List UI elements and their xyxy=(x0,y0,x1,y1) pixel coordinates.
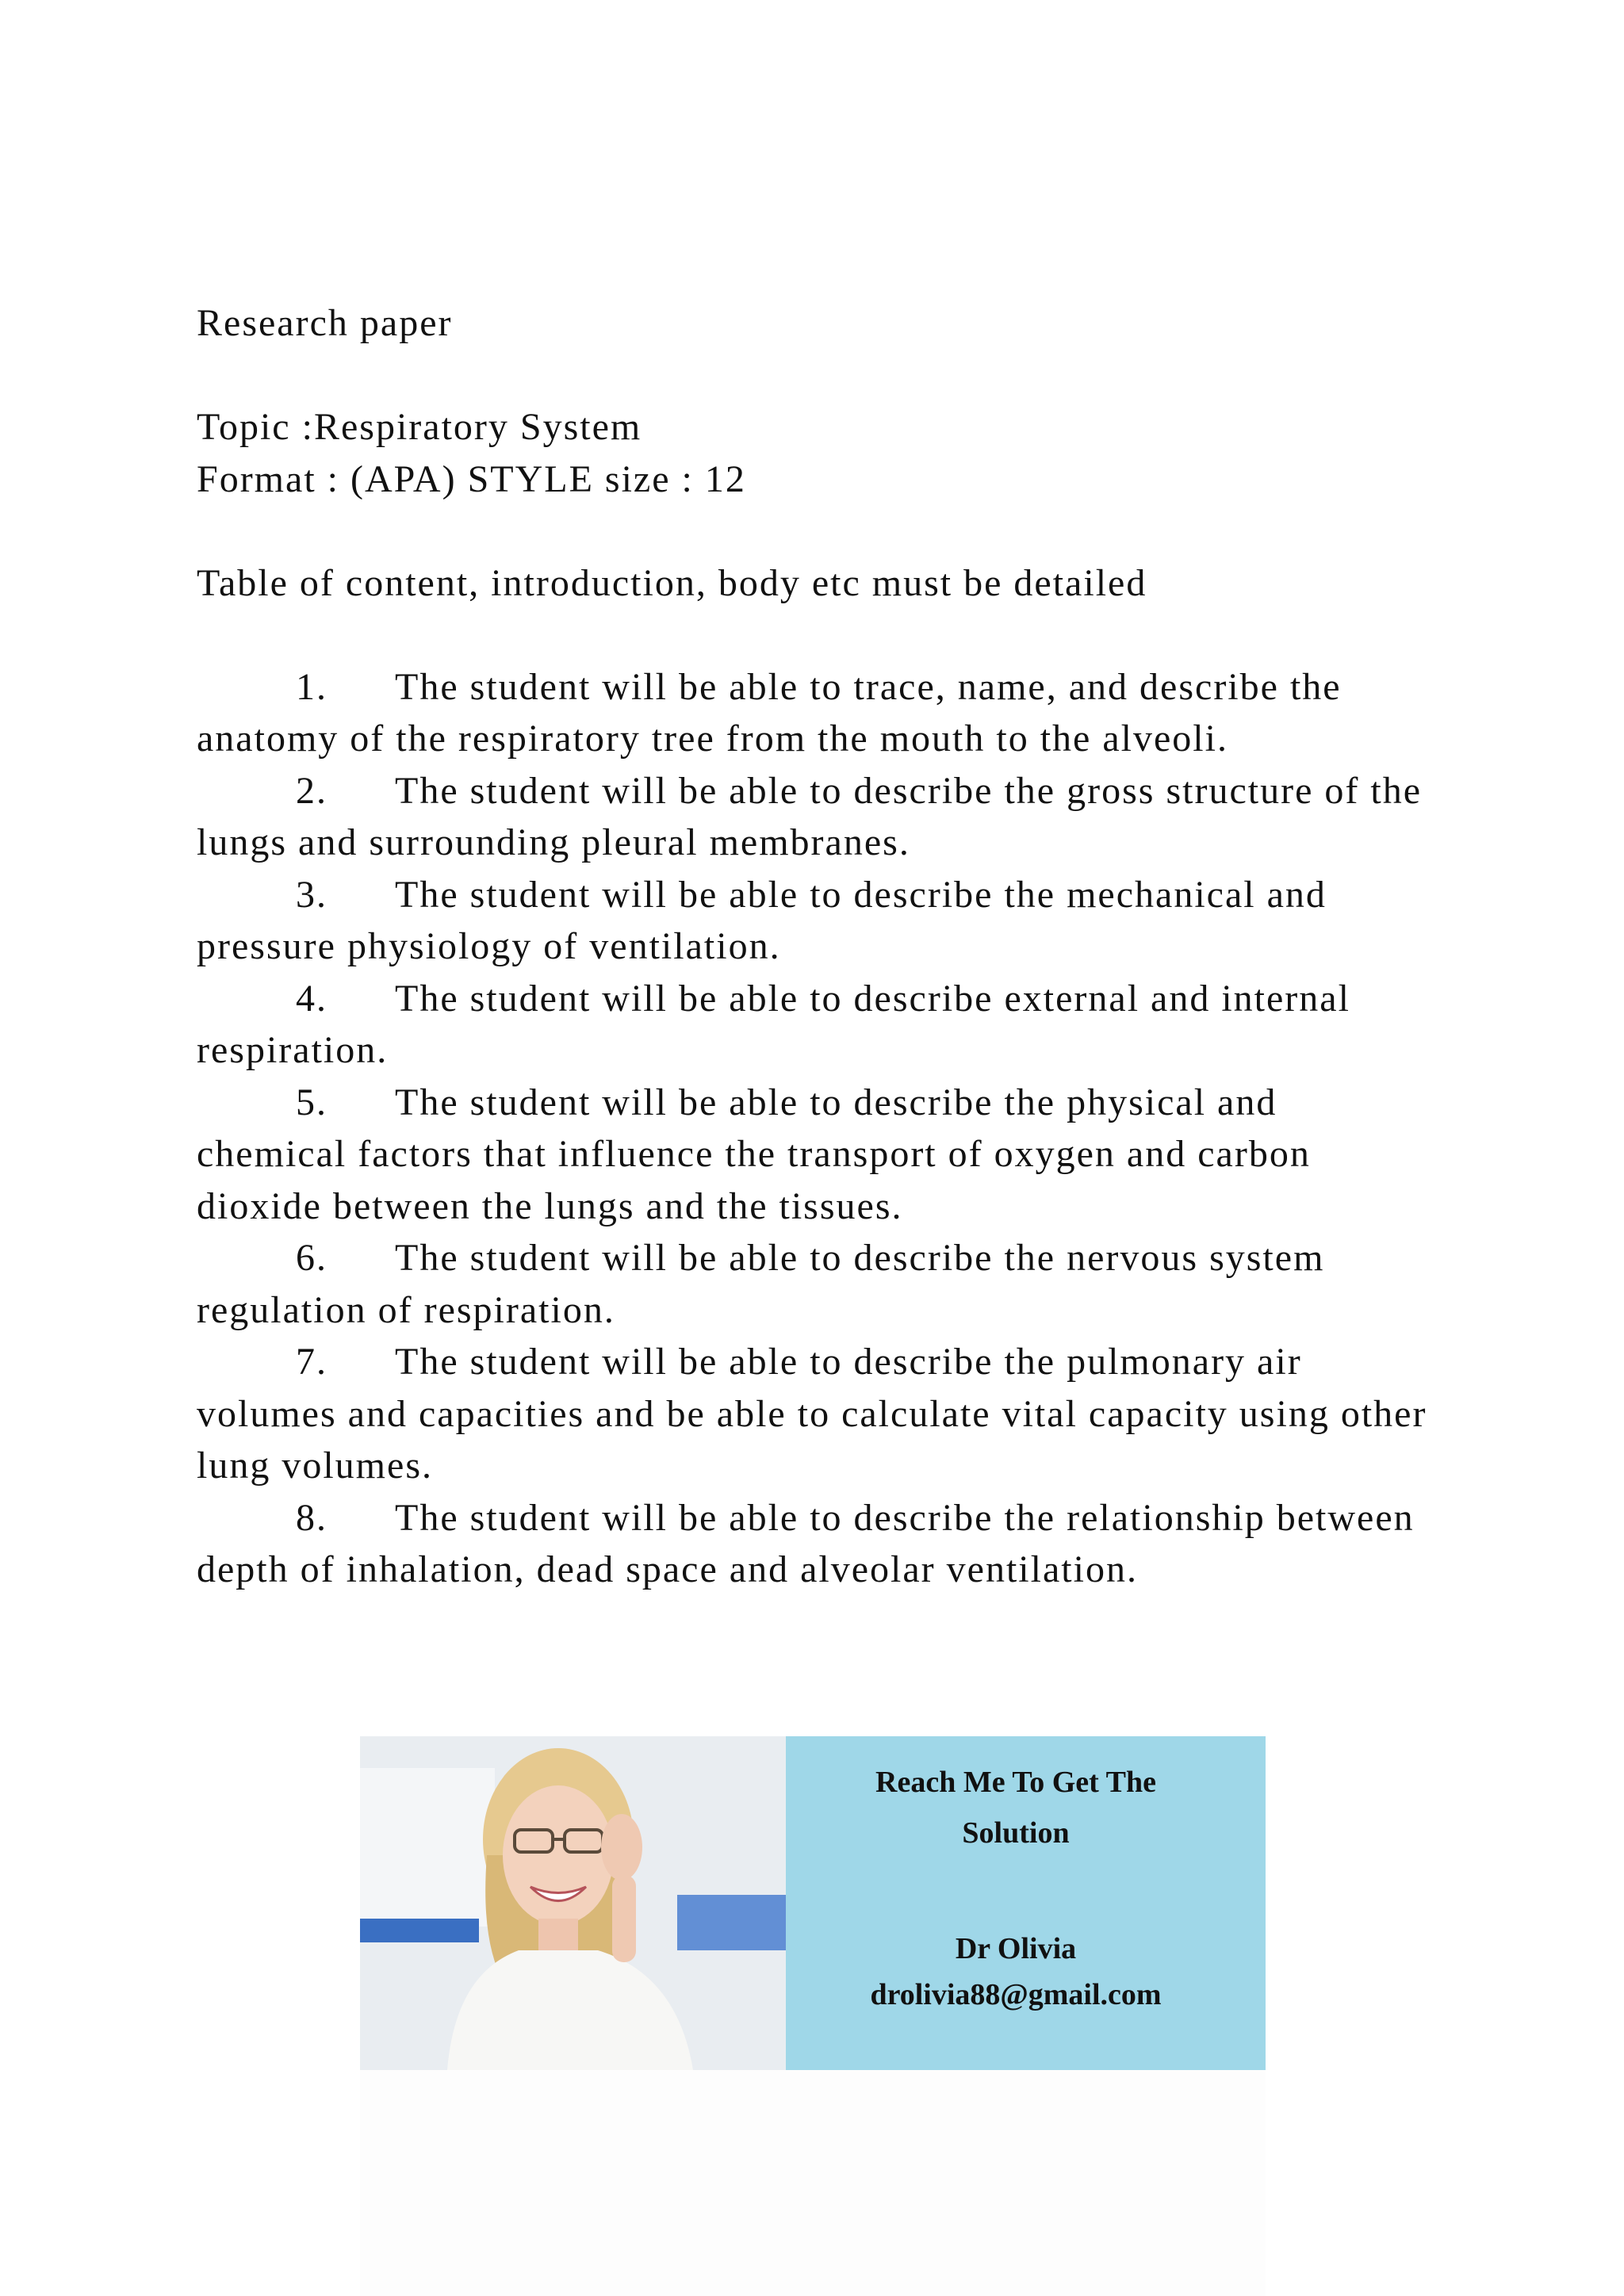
objective-item xyxy=(197,1492,1434,1596)
objective-number: 7. xyxy=(296,1341,327,1383)
objective-item xyxy=(197,661,1434,765)
objective-text: The student will be able to describe the physical and chemical factors that influence the transport of oxygen and carbon dioxide between the lungs and the tissues. xyxy=(197,1081,1311,1227)
document-body xyxy=(197,297,1434,1596)
contact-banner xyxy=(360,1736,1266,2070)
objective-text: The student will be able to trace, name, and describe the anatomy of the respiratory tree from the mouth to the alveoli. xyxy=(197,665,1342,760)
objective-number: 2. xyxy=(296,769,327,812)
objective-item xyxy=(197,973,1434,1077)
objective-number: 8. xyxy=(296,1496,327,1539)
contact-card xyxy=(786,1736,1266,2070)
objective-text: The student will be able to describe the mechanical and pressure physiology of ventilation. xyxy=(197,873,1327,967)
contact-email[interactable]: drolivia88@gmail.com xyxy=(870,1978,1162,2011)
objective-number: 3. xyxy=(296,873,327,916)
objective-text: The student will be able to describe the pulmonary air volumes and capacities and be able to calculate vital capacity using other lung volumes. xyxy=(197,1341,1427,1487)
objective-text: The student will be able to describe the relationship between depth of inhalation, dead space and alveolar ventilation. xyxy=(197,1496,1415,1590)
paper-title: Research paper xyxy=(197,302,453,344)
objective-text: The student will be able to describe the nervous system regulation of respiration. xyxy=(197,1237,1325,1331)
paper-topic: Topic :Respiratory System xyxy=(197,406,642,448)
woman-photo-illustration xyxy=(360,1736,786,2070)
objective-item xyxy=(197,1336,1434,1492)
objective-item xyxy=(197,1077,1434,1233)
objective-number: 6. xyxy=(296,1237,327,1279)
objective-item xyxy=(197,765,1434,869)
objective-text: The student will be able to describe external and internal respiration. xyxy=(197,977,1350,1071)
objective-text: The student will be able to describe the gross structure of the lungs and surrounding pleural membranes. xyxy=(197,769,1422,863)
objective-item xyxy=(197,869,1434,973)
objective-number: 4. xyxy=(296,977,327,1020)
contact-headline: Reach Me To Get The xyxy=(875,1766,1156,1799)
objective-number: 5. xyxy=(296,1081,327,1123)
objective-number: 1. xyxy=(296,665,327,708)
contact-name: Dr Olivia xyxy=(955,1932,1077,1965)
blank-region xyxy=(360,2070,1266,2296)
contact-headline-2: Solution xyxy=(962,1816,1070,1850)
smiling-woman-photo xyxy=(360,1736,786,2070)
paper-format: Format : (APA) STYLE size : 12 xyxy=(197,457,746,500)
objective-item xyxy=(197,1232,1434,1336)
paper-instruction: Table of content, introduction, body etc must be detailed xyxy=(197,561,1147,604)
